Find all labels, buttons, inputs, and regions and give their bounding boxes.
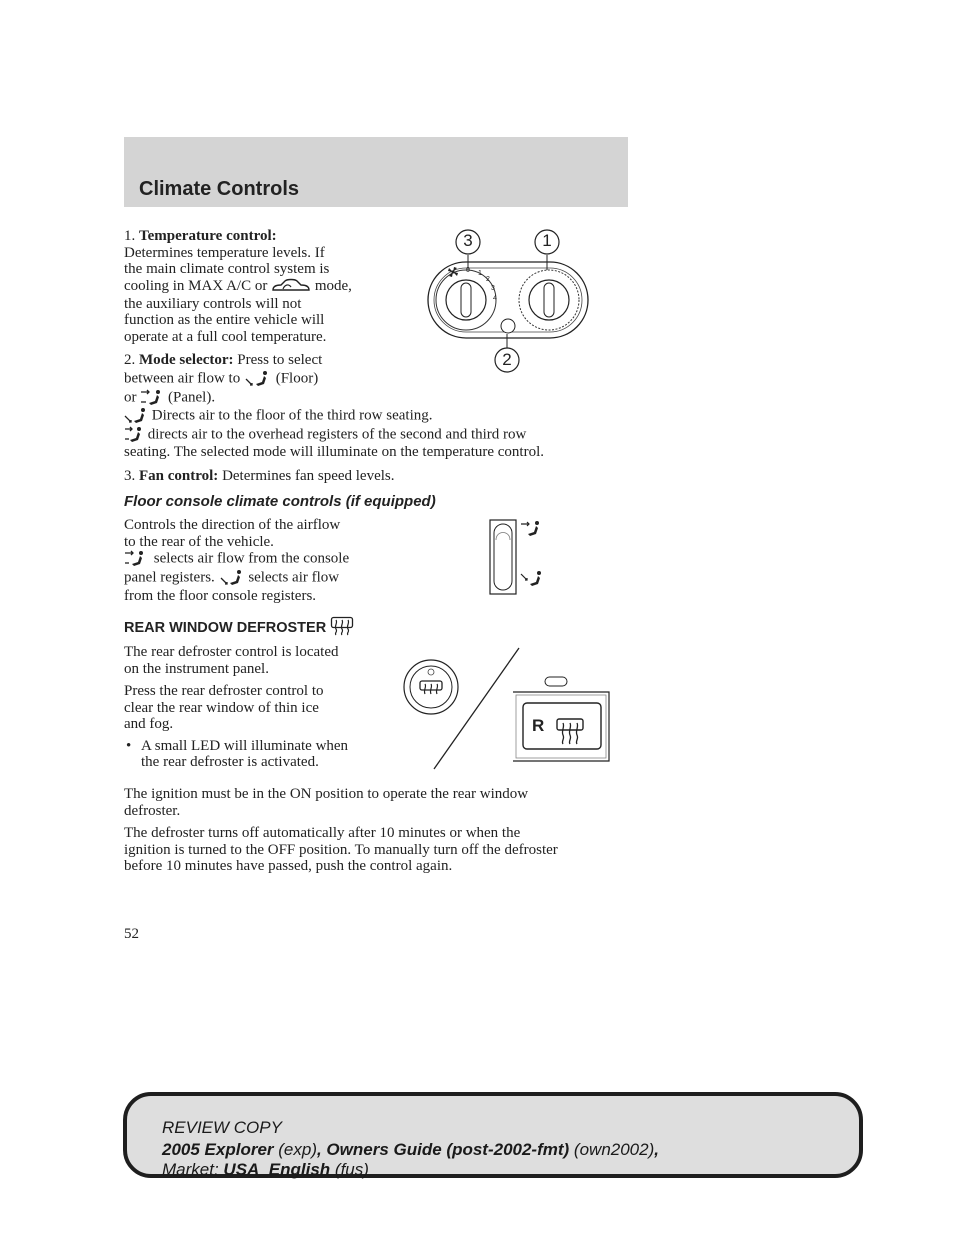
floor-console-heading: Floor console climate controls (if equipped) [124,493,436,510]
footer-market-info [162,1160,369,1180]
footer-review-copy: REVIEW COPY [162,1118,282,1137]
panel-mode-icon [124,550,150,568]
text-line: The rear defroster control is located [124,644,339,660]
item-number: 3. [124,468,136,484]
rear-defroster-control-diagram [400,645,615,771]
text-line: to the rear of the vehicle. [124,533,274,550]
defroster-heading [124,620,354,636]
text-line: defroster. [124,802,181,819]
fan-scale-0: 0 [466,267,470,274]
defroster-heading-text: REAR WINDOW DEFROSTER [124,620,327,636]
mode-selector-text [124,352,384,408]
item-number: 1. [124,228,136,244]
footer-document-info [162,1140,659,1160]
temperature-control-text [124,228,384,345]
text-line: Determines fan speed levels. [222,468,395,484]
text-line: Determines temperature levels. If [124,244,325,261]
text-line: (Floor) [275,370,319,387]
floor-mode-icon [244,370,272,388]
text-line: The ignition must be in the ON position to operate the rear window [124,786,529,802]
floor-description: Directs air to the floor of the third row seating. [151,407,433,424]
max-ac-car-icon [271,278,311,294]
floor-console-text [124,517,394,605]
fan-scale-2: 2 [486,276,490,283]
text-line: Controls the direction of the airflow [124,517,341,533]
fan-scale-3: 3 [491,285,495,292]
footer-guide: , Owners Guide (post-2002-fmt) [316,1140,570,1159]
footer-market: USA_English [223,1160,331,1179]
footer-model-code: (exp) [278,1140,317,1159]
floor-mode-icon [521,571,541,586]
fan-control-text [124,468,624,485]
footer-separator: , [654,1140,659,1159]
text-line: clear the rear window of thin ice [124,699,319,716]
footer-guide-code: (own2002) [573,1140,655,1159]
text-line: before 10 minutes have passed, push the control again. [124,858,453,874]
text-line: A small LED will illuminate when [141,737,349,754]
floor-mode-icon [124,407,148,425]
fan-scale-4: 4 [493,295,497,302]
panel-description-cont: seating. The selected mode will illuminate on the temperature control. [124,444,545,460]
panel-mode-icon [140,389,164,407]
item-label: Temperature control: [139,228,277,244]
text-line: The defroster turns off automatically after 10 minutes or when the [124,825,521,841]
text-line: the main climate control system is [124,261,330,277]
text-line: ignition is turned to the OFF position. To manually turn off the defroster [124,841,558,858]
text-line: and fog. [124,716,174,732]
ignition-paragraph [124,786,634,819]
text-line: selects air flow [248,569,340,586]
callout-1: 1 [542,231,552,250]
callout-3: 3 [463,231,473,250]
text-line: function as the entire vehicle will [124,312,325,328]
footer-market-label: Market: [162,1160,219,1179]
item-label: Mode selector: [139,352,234,368]
text-line: Press the rear defroster control to [124,683,324,699]
text-line: on the instrument panel. [124,660,269,677]
defroster-text [124,644,394,771]
defrost-button-letter: R [532,716,545,735]
panel-description: directs air to the overhead registers of the second and third row [147,426,527,443]
text-line: between air flow to [124,370,241,387]
bullet-dot: • [126,737,132,754]
panel-mode-icon [521,521,539,536]
fan-scale-1: 1 [478,270,482,277]
footer-model: 2005 Explorer [162,1140,274,1159]
item-number: 2. [124,352,136,368]
text-line: from the floor console registers. [124,588,317,604]
page-number: 52 [124,926,139,942]
rear-defrost-icon [330,616,354,636]
panel-mode-icon [124,426,144,444]
text-line: the auxiliary controls will not [124,295,302,312]
text-line: mode, [314,277,352,294]
mode-description [124,407,624,461]
text-line: Press to select [237,352,323,368]
auto-off-paragraph [124,825,644,875]
text-line: operate at a full cool temperature. [124,328,327,345]
floor-console-selector-diagram [488,518,550,596]
footer-market-code: (fus) [334,1160,369,1179]
text-line: or [124,389,137,406]
page-title: Climate Controls [139,178,300,200]
text-line: selects air flow from the console [153,550,350,567]
callout-2: 2 [502,350,512,369]
text-line: the rear defroster is activated. [141,754,319,770]
floor-mode-icon [219,569,245,587]
text-line: cooling in MAX A/C or [124,277,268,294]
text-line: (Panel). [168,389,216,406]
item-label: Fan control: [139,468,219,484]
bullet-item [124,738,394,771]
text-line: panel registers. [124,569,215,586]
